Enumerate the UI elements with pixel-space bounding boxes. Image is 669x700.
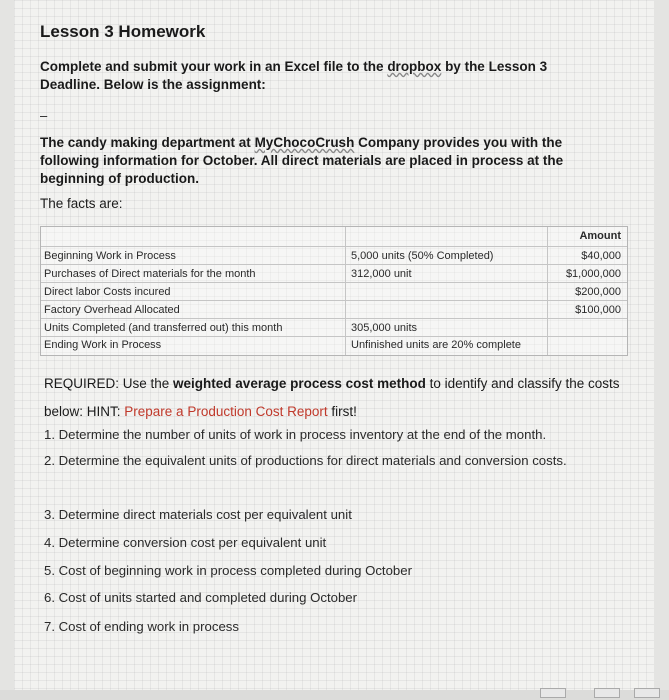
page-title: Lesson 3 Homework [40,22,206,41]
description-before: The candy making department at [40,135,255,150]
row-label: Purchases of Direct materials for the month [44,268,256,280]
row-label: Direct labor Costs incured [44,286,171,298]
intro-text-before: Complete and submit your work in an Excel file to the [40,59,388,74]
required-suffix: first! [327,404,357,419]
description-paragraph [40,134,620,188]
row-label: Ending Work in Process [44,339,162,351]
list-item: 4. Determine conversion cost per equivalent unit [44,535,327,550]
focus-view-icon[interactable] [540,688,566,698]
row-amount: $40,000 [581,250,621,262]
table-divider [41,246,627,247]
amount-header: Amount [579,230,621,242]
list-item: 2. Determine the equivalent units of productions for direct materials and conversion costs. [44,453,567,468]
list-item: 5. Cost of beginning work in process completed during October [44,563,412,578]
row-label: Factory Overhead Allocated [44,304,180,316]
row-detail: Unfinished units are 20% complete [351,339,521,351]
dash-separator: – [40,108,48,123]
facts-table [40,226,628,356]
dropbox-link[interactable]: dropbox [387,59,442,74]
intro-paragraph [40,58,600,94]
table-divider [41,336,627,337]
required-middle: to identify and classify the costs below: HINT: [44,376,620,419]
list-item: 6. Cost of units started and completed during October [44,590,358,605]
document-page [14,0,654,700]
description-after: Company provides you with the following information for October. All direct materials are placed in process at the beginning of production. [40,135,564,186]
print-layout-icon[interactable] [594,688,620,698]
row-label: Beginning Work in Process [44,250,176,262]
row-detail: 305,000 units [351,322,418,334]
web-layout-icon[interactable] [634,688,660,698]
table-divider [41,300,627,301]
list-item: 1. Determine the number of units of work in process inventory at the end of the month. [44,427,547,442]
row-detail: 5,000 units (50% Completed) [351,250,494,262]
intro-text-after: by the Lesson 3 Deadline. Below is the assignment: [40,59,548,92]
row-amount: $1,000,000 [565,268,621,280]
table-divider [41,264,627,265]
row-detail: 312,000 unit [351,268,412,280]
row-amount: $200,000 [575,286,621,298]
required-method: weighted average process cost method [173,376,426,391]
facts-label: The facts are: [40,196,123,211]
company-name: MyChocoCrush [254,135,355,150]
row-label: Units Completed (and transferred out) this month [44,322,283,334]
table-divider [41,318,627,319]
required-paragraph [44,370,624,426]
list-item: 7. Cost of ending work in process [44,619,239,634]
required-prefix: REQUIRED: Use the [44,376,174,391]
list-item: 3. Determine direct materials cost per equivalent unit [44,507,352,522]
hint-text: Prepare a Production Cost Report [124,404,328,419]
table-divider [41,282,627,283]
status-bar [0,690,669,700]
row-amount: $100,000 [575,304,621,316]
